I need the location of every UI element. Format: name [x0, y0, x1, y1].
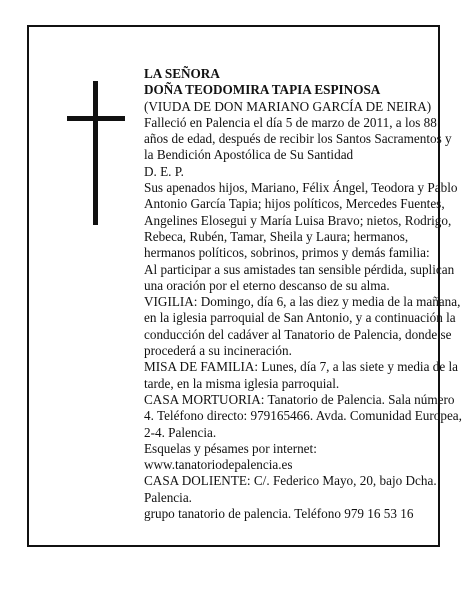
- deceased-name: DOÑA TEODOMIRA TAPIA ESPINOSA: [144, 82, 381, 98]
- death-info: Falleció en Palencia el día 5 de marzo de 2011, a los 88 años de edad, después de recibir los Santos Sacramentos y la Bendición Apostólica de Su Santidad: [144, 114, 452, 163]
- mourning-house: CASA DOLIENTE: C/. Federico Mayo, 20, bajo Dcha. Palencia.: [144, 473, 437, 505]
- family-list: Sus apenados hijos, Mariano, Félix Ángel, Teodora y Pablo Antonio García Tapia; hijos políticos, Mercedes Fuentes, Angelines Elosegui y María Luisa Bravo; nietos, Rodrigo, Rebeca, Rubén, Tamar, Sheila y Laura; hermanos, hermanos políticos, sobrinos, primos y demás familia:: [144, 180, 458, 261]
- obituary-text: [144, 66, 462, 522]
- mass-info: MISA DE FAMILIA: Lunes, día 7, a las siete y media de la tarde, en la misma iglesia parroquial.: [144, 359, 458, 391]
- cross-icon-arm: [67, 116, 125, 121]
- internet-url[interactable]: www.tanatoriodepalencia.es: [144, 457, 293, 473]
- vigil-info: VIGILIA: Domingo, día 6, a las diez y media de la mañana, en la iglesia parroquial de San Antonio, y a continuación la conducción del cadáver al Tanatorio de Palencia, donde se procederá a su incineración.: [144, 294, 461, 359]
- prayer-request: Al participar a sus amistades tan sensible pérdida, suplican una oración por el eterno descanso de su alma.: [144, 261, 455, 293]
- mortuary-info: CASA MORTUORIA: Tanatorio de Palencia. Sala número 4. Teléfono directo: 979165466. Avda. Comunidad Europea, 2-4. Palencia.: [144, 391, 462, 440]
- rip: D. E. P.: [144, 163, 184, 179]
- footer-contact: grupo tanatorio de palencia. Teléfono 979 16 53 16: [144, 506, 414, 522]
- cross-icon: [93, 81, 98, 225]
- notice-title: LA SEÑORA: [144, 66, 220, 81]
- internet-label: Esquelas y pésames por internet:: [144, 440, 317, 456]
- obituary-frame: [27, 25, 462, 547]
- widow-of: (VIUDA DE DON MARIANO GARCÍA DE NEIRA): [144, 98, 432, 114]
